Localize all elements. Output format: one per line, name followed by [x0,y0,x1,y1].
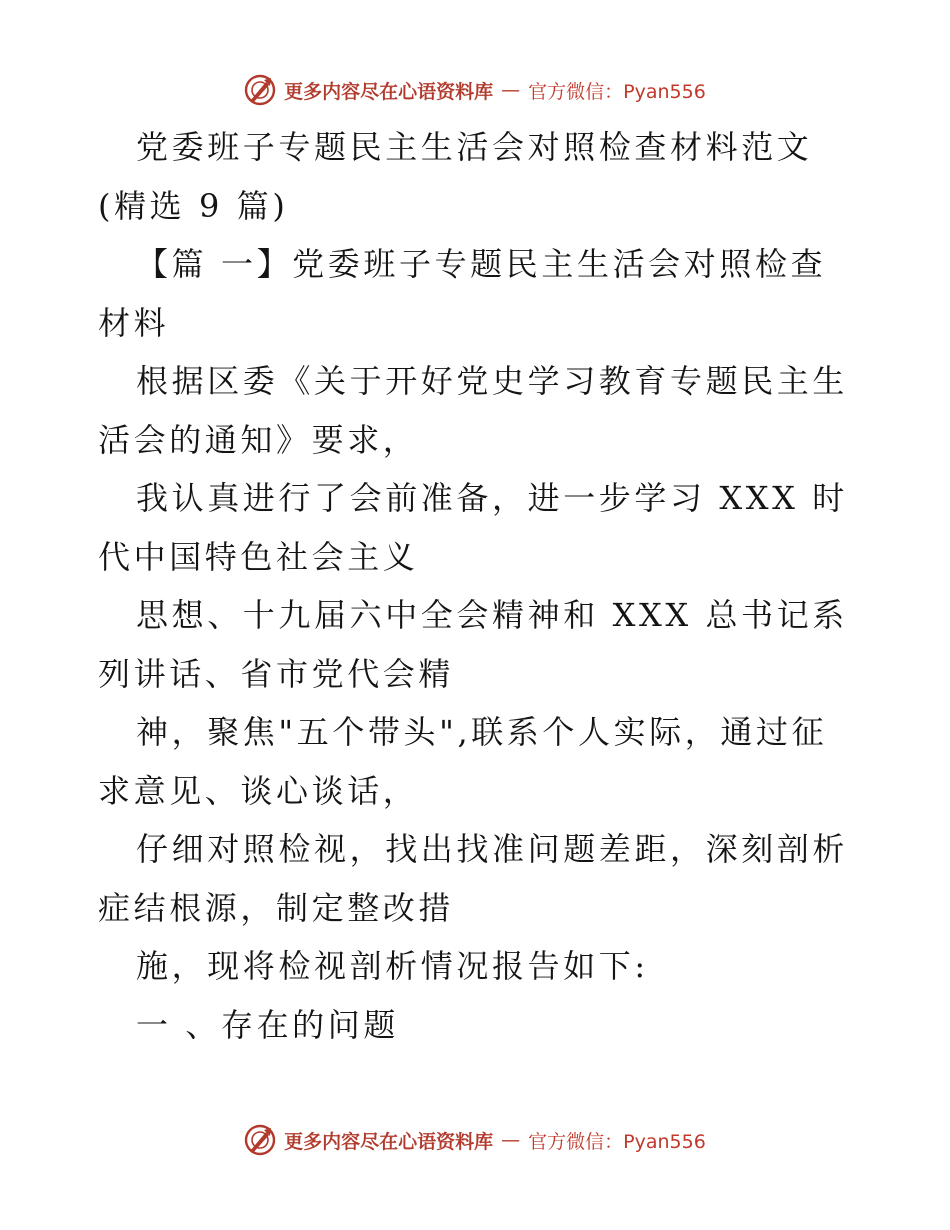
paragraph: 施，现将检视剖析情况报告如下: [136,947,649,985]
paragraph: 神，聚焦"五个带头",联系个人实际，通过征求意见、谈心谈话， [98,713,828,810]
document-title: 党委班子专题民主生活会对照检查材料范文(精选 9 篇) [98,128,813,225]
paragraph: 我认真进行了会前准备，进一步学习 XXX 时代中国特色社会主义 [98,479,848,576]
banner-text: 更多内容尽在心语资料库 [284,80,494,103]
subheading: 一 、存在的问题 [136,1005,399,1044]
paragraph: 仔细对照检视，找出找准问题差距，深刻剖析症结根源，制定整改措 [98,830,849,927]
banner-text: 更多内容尽在心语资料库 [284,1130,494,1153]
banner-separator: — [501,79,521,101]
quill-pen-circle-icon [244,74,276,106]
banner-separator: — [501,1129,521,1151]
paragraph: 思想、十九届六中全会精神和 XXX 总书记系列讲话、省市党代会精 [98,596,848,693]
section-heading: 【篇 一】党委班子专题民主生活会对照检查材料 [98,245,827,342]
header-banner [0,70,950,110]
quill-pen-circle-icon [244,1124,276,1156]
banner-wechat: 官方微信：Pyan556 [528,1130,706,1153]
banner-wechat: 官方微信：Pyan556 [528,80,706,103]
document-body [98,118,858,1054]
footer-banner [0,1120,950,1160]
paragraph: 根据区委《关于开好党史学习教育专题民主生活会的通知》要求， [98,362,849,459]
